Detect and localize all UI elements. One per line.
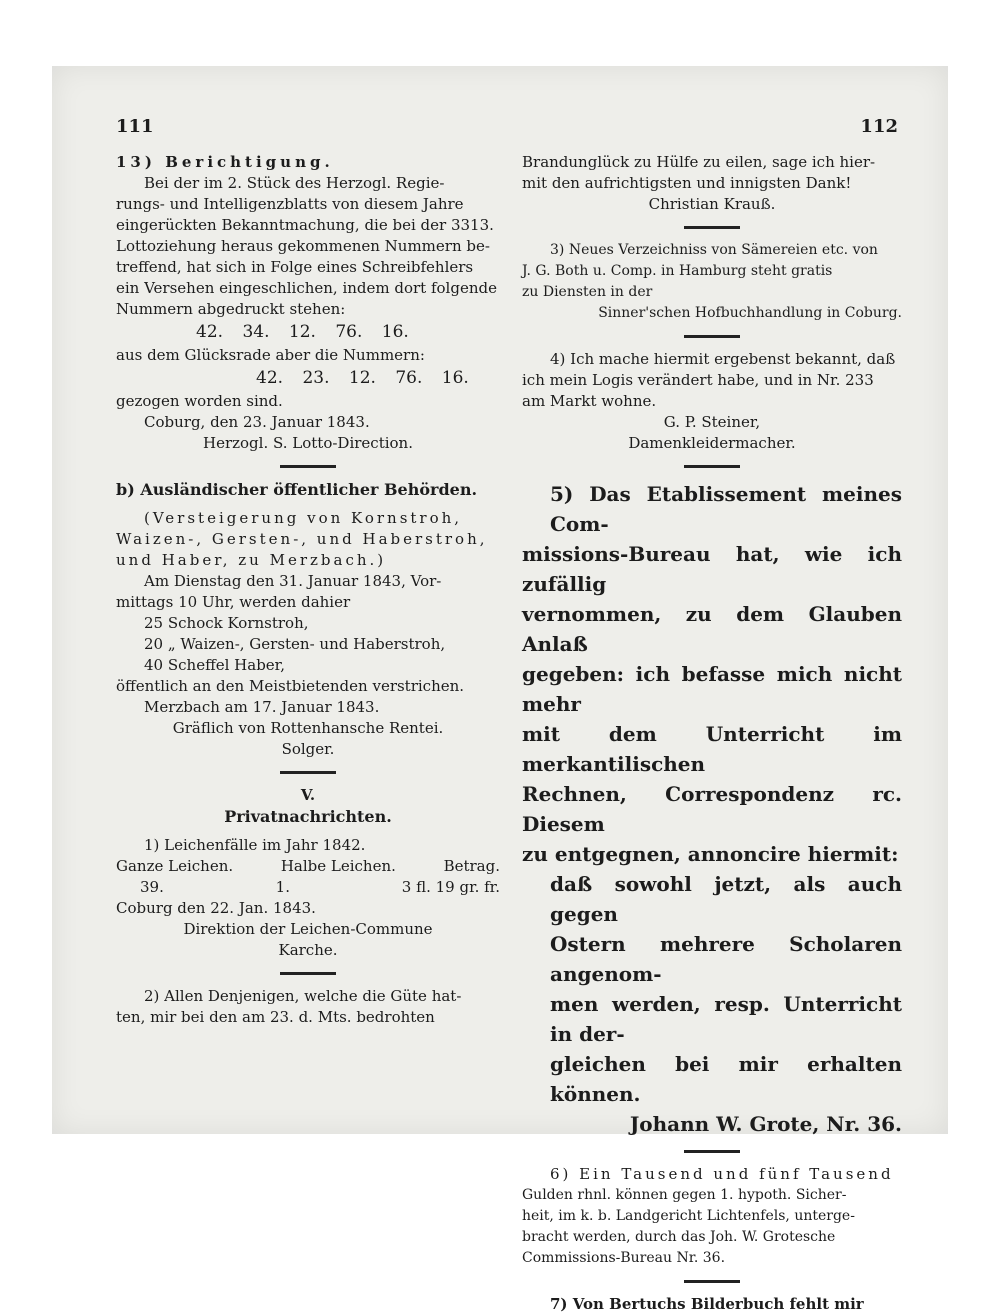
- text-line: Brandunglück zu Hülfe zu eilen, sage ich hier-: [522, 153, 876, 171]
- stats-value: 39.: [140, 878, 164, 896]
- divider: [280, 972, 336, 975]
- text-line: Waizen-, Gersten-, und Haberstroh,: [116, 530, 488, 548]
- stats-value: 1.: [275, 878, 290, 896]
- divider: [684, 1280, 740, 1283]
- page-number-right: 112: [860, 116, 898, 137]
- place-date: Merzbach am 17. Januar 1843.: [144, 698, 380, 716]
- text-line: zu Diensten in der: [522, 284, 653, 300]
- divider: [684, 465, 740, 468]
- right-column: [522, 152, 902, 1315]
- text-line: 20 „ Waizen-, Gersten- und Haberstroh,: [144, 635, 446, 653]
- text-line: ich mein Logis verändert habe, und in Nr. 233: [522, 371, 874, 389]
- text-line: mit den aufrichtigsten und innigsten Dank!: [522, 174, 852, 192]
- text-line: Gulden rhnl. können gegen 1. hypoth. Sicher-: [522, 1187, 847, 1203]
- text-line: zu entgegnen, annoncire hiermit:: [522, 842, 899, 866]
- text-line: (Versteigerung von Kornstroh,: [144, 509, 463, 527]
- text-line: gleichen bei mir erhalten können.: [550, 1052, 902, 1106]
- text-line: heit, im k. b. Landgericht Lichtenfels, unterge-: [522, 1208, 855, 1224]
- text-line: öffentlich an den Meistbietenden verstrichen.: [116, 677, 465, 695]
- stats-value: 3 fl. 19 gr. fr.: [401, 878, 500, 896]
- text-line: Nummern abgedruckt stehen:: [116, 300, 346, 318]
- divider: [280, 771, 336, 774]
- text-line: Rechnen, Correspondenz rc. Diesem: [522, 782, 902, 836]
- section-13-title: 13) Berichtigung.: [116, 153, 334, 171]
- signature: Gräflich von Rottenhansche Rentei.: [172, 719, 444, 737]
- divider: [684, 335, 740, 338]
- section-v-title: Privatnachrichten.: [224, 807, 392, 826]
- signature: Christian Krauß.: [648, 195, 776, 213]
- page-number-left: 111: [116, 116, 154, 137]
- divider: [684, 1150, 740, 1153]
- text-line: gegeben: ich befasse mich nicht mehr: [522, 662, 902, 716]
- text-line: daß sowohl jetzt, als auch gegen: [550, 872, 902, 926]
- text-line: treffend, hat sich in Folge eines Schreibfehlers: [116, 258, 474, 276]
- left-column: [116, 152, 500, 1028]
- text-line: Lottoziehung heraus gekommenen Nummern be-: [116, 237, 490, 255]
- text-line: rungs- und Intelligenzblatts von diesem Jahre: [116, 195, 464, 213]
- signature: Sinner'schen Hofbuchhandlung in Coburg.: [598, 305, 902, 321]
- text-line: am Markt wohne.: [522, 392, 657, 410]
- signature: Solger.: [281, 740, 335, 758]
- text-line: Bei der im 2. Stück des Herzogl. Regie-: [144, 174, 445, 192]
- text-line: ten, mir bei den am 23. d. Mts. bedrohten: [116, 1008, 435, 1026]
- text-line: Am Dienstag den 31. Januar 1843, Vor-: [144, 572, 442, 590]
- place-date: Coburg den 22. Jan. 1843.: [116, 899, 316, 917]
- scanned-page: [52, 66, 948, 1313]
- text-line: gezogen worden sind.: [116, 392, 283, 410]
- text-line: eingerückten Bekanntmachung, die bei der 3313.: [116, 216, 494, 234]
- number-list-drawn: 42. 23. 12. 76. 16.: [256, 368, 469, 388]
- text-line: Ostern mehrere Scholaren angenom-: [550, 932, 902, 986]
- text-line: 6) Ein Tausend und fünf Tausend: [550, 1165, 894, 1183]
- stats-header: Halbe Leichen.: [280, 857, 396, 875]
- stats-value-row: [116, 877, 500, 898]
- place-date: Coburg, den 23. Januar 1843.: [144, 413, 370, 431]
- signature: Damenkleidermacher.: [628, 434, 796, 452]
- text-line: mittags 10 Uhr, werden dahier: [116, 593, 351, 611]
- text-line: 3) Neues Verzeichniss von Sämereien etc. von: [550, 242, 878, 258]
- section-v-number: V.: [300, 786, 316, 804]
- text-line: vernommen, zu dem Glauben Anlaß: [522, 602, 902, 656]
- text-line: 4) Ich mache hiermit ergebenst bekannt, daß: [550, 350, 896, 368]
- text-line: aus dem Glücksrade aber die Nummern:: [116, 346, 425, 364]
- text-line: 25 Schock Kornstroh,: [144, 614, 309, 632]
- text-line: 40 Scheffel Haber,: [144, 656, 285, 674]
- text-line: men werden, resp. Unterricht in der-: [550, 992, 902, 1046]
- signature: G. P. Steiner,: [663, 413, 761, 431]
- divider: [280, 465, 336, 468]
- section-b-title: b) Ausländischer öffentlicher Behörden.: [116, 480, 478, 499]
- text-line: 2) Allen Denjenigen, welche die Güte hat-: [144, 987, 462, 1005]
- text-line: 1) Leichenfälle im Jahr 1842.: [144, 836, 366, 854]
- stats-header-row: [116, 856, 500, 877]
- text-line: mit dem Unterricht im merkantilischen: [522, 722, 902, 776]
- stats-header: Betrag.: [443, 857, 500, 875]
- text-line: 7) Von Bertuchs Bilderbuch fehlt mir: [550, 1295, 864, 1313]
- signature: Herzogl. S. Lotto-Direction.: [203, 434, 413, 452]
- divider: [684, 226, 740, 229]
- signature: Karche.: [278, 941, 338, 959]
- text-line: ein Versehen eingeschlichen, indem dort folgende: [116, 279, 497, 297]
- text-line: 5) Das Etablissement meines Com-: [550, 482, 902, 536]
- signature: Direktion der Leichen-Commune: [183, 920, 433, 938]
- text-line: missions-Bureau hat, wie ich zufällig: [522, 542, 902, 596]
- number-list-printed: 42. 34. 12. 76. 16.: [196, 322, 409, 342]
- signature: Johann W. Grote, Nr. 36.: [629, 1112, 902, 1136]
- text-line: J. G. Both u. Comp. in Hamburg steht gratis: [522, 263, 833, 279]
- stats-header: Ganze Leichen.: [116, 857, 234, 875]
- text-line: und Haber, zu Merzbach.): [116, 551, 387, 569]
- text-line: Commissions-Bureau Nr. 36.: [522, 1250, 726, 1266]
- text-line: bracht werden, durch das Joh. W. Grotesche: [522, 1229, 836, 1245]
